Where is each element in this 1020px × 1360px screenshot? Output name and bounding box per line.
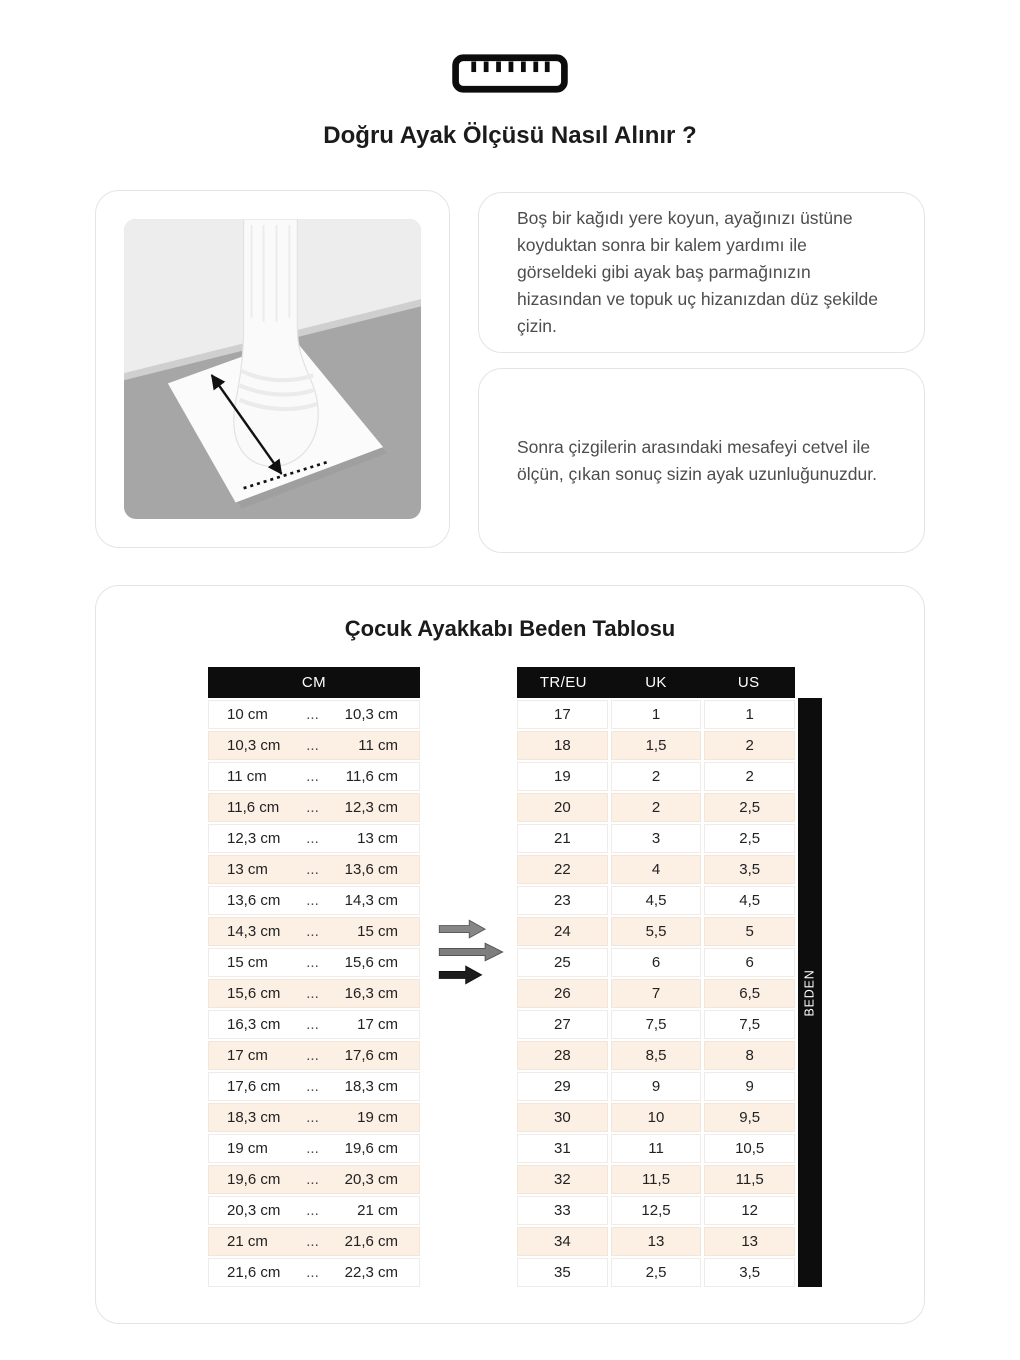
cm-to-value: 12,3 cm: [344, 799, 398, 816]
cm-from-value: 19,6 cm: [227, 1171, 281, 1188]
cm-from-value: 10,3 cm: [227, 737, 281, 754]
size-table: [517, 667, 795, 1289]
uk-value: 2: [611, 762, 702, 791]
uk-value: 2: [611, 793, 702, 822]
instruction-card-2: [478, 368, 925, 553]
range-separator: ...: [306, 1047, 319, 1064]
range-separator: ...: [306, 1078, 319, 1095]
range-separator: ...: [306, 861, 319, 878]
cm-to-value: 11 cm: [358, 737, 398, 754]
us-value: 9: [704, 1072, 795, 1101]
cm-from-value: 21,6 cm: [227, 1264, 281, 1281]
us-value: 6,5: [704, 979, 795, 1008]
treu-value: 23: [517, 886, 608, 915]
cm-to-value: 17,6 cm: [344, 1047, 398, 1064]
treu-value: 29: [517, 1072, 608, 1101]
cm-to-value: 17 cm: [357, 1016, 398, 1033]
range-separator: ...: [306, 1233, 319, 1250]
treu-value: 33: [517, 1196, 608, 1225]
uk-value: 9: [611, 1072, 702, 1101]
cm-row: [208, 1227, 420, 1256]
range-separator: ...: [306, 1171, 319, 1188]
cm-to-value: 19,6 cm: [344, 1140, 398, 1157]
size-row: [517, 1041, 795, 1070]
size-header-uk: UK: [645, 674, 667, 691]
us-value: 5: [704, 917, 795, 946]
uk-value: 10: [611, 1103, 702, 1132]
size-chart-title: Çocuk Ayakkabı Beden Tablosu: [344, 616, 676, 641]
size-row: [517, 793, 795, 822]
range-separator: ...: [306, 1140, 319, 1157]
cm-from-value: 13 cm: [227, 861, 268, 878]
uk-value: 1: [611, 700, 702, 729]
size-table-body: [517, 700, 795, 1287]
cm-header-label: CM: [301, 674, 327, 691]
us-value: 9,5: [704, 1103, 795, 1132]
size-table-header: [517, 667, 795, 698]
cm-table-body: [208, 700, 420, 1287]
cm-to-value: 22,3 cm: [344, 1264, 398, 1281]
treu-value: 31: [517, 1134, 608, 1163]
treu-value: 32: [517, 1165, 608, 1194]
cm-from-value: 15,6 cm: [227, 985, 281, 1002]
uk-value: 11,5: [611, 1165, 702, 1194]
uk-value: 13: [611, 1227, 702, 1256]
cm-row: [208, 979, 420, 1008]
size-row: [517, 855, 795, 884]
treu-value: 25: [517, 948, 608, 977]
cm-from-value: 13,6 cm: [227, 892, 281, 909]
cm-from-value: 15 cm: [227, 954, 268, 971]
range-separator: ...: [306, 737, 319, 754]
size-header-us: US: [737, 674, 760, 691]
beden-label: BEDEN: [803, 968, 818, 1017]
size-row: [517, 979, 795, 1008]
cm-to-value: 21 cm: [357, 1202, 398, 1219]
cm-from-value: 19 cm: [227, 1140, 268, 1157]
size-row: [517, 948, 795, 977]
treu-value: 26: [517, 979, 608, 1008]
instruction-card-1: [478, 192, 925, 353]
range-separator: ...: [306, 954, 319, 971]
cm-row: [208, 1072, 420, 1101]
cm-table-header: [208, 667, 420, 698]
cm-to-value: 13 cm: [357, 830, 398, 847]
us-value: 2: [704, 731, 795, 760]
us-value: 3,5: [704, 1258, 795, 1287]
beden-strip: [798, 698, 822, 1287]
cm-from-value: 11,6 cm: [227, 799, 280, 816]
treu-value: 18: [517, 731, 608, 760]
uk-value: 4,5: [611, 886, 702, 915]
us-value: 3,5: [704, 855, 795, 884]
cm-row: [208, 1103, 420, 1132]
cm-row: [208, 855, 420, 884]
treu-value: 17: [517, 700, 608, 729]
size-row: [517, 824, 795, 853]
cm-row: [208, 731, 420, 760]
cm-row: [208, 700, 420, 729]
uk-value: 2,5: [611, 1258, 702, 1287]
cm-row: [208, 1041, 420, 1070]
cm-from-value: 16,3 cm: [227, 1016, 281, 1033]
cm-from-value: 21 cm: [227, 1233, 268, 1250]
size-row: [517, 886, 795, 915]
uk-value: 11: [611, 1134, 702, 1163]
transfer-arrows-icon: [434, 916, 508, 988]
range-separator: ...: [306, 799, 319, 816]
us-value: 7,5: [704, 1010, 795, 1039]
cm-to-value: 16,3 cm: [344, 985, 398, 1002]
uk-value: 1,5: [611, 731, 702, 760]
us-value: 2,5: [704, 824, 795, 853]
instruction-step-2: Sonra çizgilerin arasındaki mesafeyi cetvel ile ölçün, çıkan sonuç sizin ayak uzunluğunuzdur.: [517, 436, 877, 484]
treu-value: 27: [517, 1010, 608, 1039]
uk-value: 4: [611, 855, 702, 884]
cm-from-value: 20,3 cm: [227, 1202, 281, 1219]
cm-to-value: 11,6 cm: [345, 768, 398, 785]
cm-to-value: 18,3 cm: [344, 1078, 398, 1095]
cm-to-value: 13,6 cm: [344, 861, 398, 878]
size-row: [517, 1010, 795, 1039]
instruction-step-1: Boş bir kağıdı yere koyun, ayağınızı üstüne koyduktan sonra bir kalem yardımı ile görseldeki gibi ayak baş parmağınızın hizasından ve topuk uç hizanızdan düz şekilde çizin.: [517, 208, 878, 336]
photo-card: [95, 190, 450, 548]
treu-value: 20: [517, 793, 608, 822]
size-row: [517, 1196, 795, 1225]
size-row: [517, 1227, 795, 1256]
size-row: [517, 1103, 795, 1132]
us-value: 1: [704, 700, 795, 729]
us-value: 4,5: [704, 886, 795, 915]
us-value: 8: [704, 1041, 795, 1070]
us-value: 12: [704, 1196, 795, 1225]
cm-to-value: 19 cm: [357, 1109, 398, 1126]
cm-to-value: 15 cm: [357, 923, 398, 940]
treu-value: 35: [517, 1258, 608, 1287]
cm-row: [208, 917, 420, 946]
cm-row: [208, 886, 420, 915]
treu-value: 22: [517, 855, 608, 884]
cm-to-value: 15,6 cm: [344, 954, 398, 971]
treu-value: 34: [517, 1227, 608, 1256]
cm-table: [208, 667, 420, 1289]
cm-to-value: 20,3 cm: [344, 1171, 398, 1188]
cm-row: [208, 793, 420, 822]
cm-from-value: 17,6 cm: [227, 1078, 281, 1095]
cm-row: [208, 1196, 420, 1225]
range-separator: ...: [306, 985, 319, 1002]
range-separator: ...: [306, 1264, 319, 1281]
range-separator: ...: [306, 892, 319, 909]
size-chart-card: [95, 585, 925, 1324]
us-value: 2: [704, 762, 795, 791]
us-value: 11,5: [704, 1165, 795, 1194]
cm-from-value: 11 cm: [227, 768, 267, 785]
treu-value: 30: [517, 1103, 608, 1132]
uk-value: 6: [611, 948, 702, 977]
cm-row: [208, 948, 420, 977]
cm-row: [208, 824, 420, 853]
cm-row: [208, 1134, 420, 1163]
cm-row: [208, 1010, 420, 1039]
us-value: 13: [704, 1227, 795, 1256]
treu-value: 21: [517, 824, 608, 853]
uk-value: 7,5: [611, 1010, 702, 1039]
uk-value: 7: [611, 979, 702, 1008]
size-row: [517, 1072, 795, 1101]
size-row: [517, 700, 795, 729]
treu-value: 19: [517, 762, 608, 791]
range-separator: ...: [306, 1016, 319, 1033]
uk-value: 5,5: [611, 917, 702, 946]
size-row: [517, 762, 795, 791]
range-separator: ...: [306, 706, 319, 723]
cm-from-value: 18,3 cm: [227, 1109, 281, 1126]
us-value: 2,5: [704, 793, 795, 822]
cm-from-value: 14,3 cm: [227, 923, 281, 940]
size-row: [517, 1134, 795, 1163]
cm-row: [208, 1165, 420, 1194]
treu-value: 28: [517, 1041, 608, 1070]
range-separator: ...: [306, 830, 319, 847]
cm-to-value: 10,3 cm: [344, 706, 398, 723]
size-row: [517, 1165, 795, 1194]
range-separator: ...: [306, 1202, 319, 1219]
uk-value: 12,5: [611, 1196, 702, 1225]
range-separator: ...: [306, 768, 319, 785]
us-value: 6: [704, 948, 795, 977]
page-title: Doğru Ayak Ölçüsü Nasıl Alınır ?: [323, 122, 697, 149]
size-header-treu: TR/EU: [539, 674, 587, 691]
cm-from-value: 10 cm: [227, 706, 268, 723]
cm-from-value: 12,3 cm: [227, 830, 281, 847]
us-value: 10,5: [704, 1134, 795, 1163]
uk-value: 8,5: [611, 1041, 702, 1070]
cm-from-value: 17 cm: [227, 1047, 268, 1064]
uk-value: 3: [611, 824, 702, 853]
size-row: [517, 917, 795, 946]
range-separator: ...: [306, 923, 319, 940]
range-separator: ...: [306, 1109, 319, 1126]
foot-measurement-photo: [124, 219, 421, 519]
ruler-icon: [0, 52, 1020, 94]
cm-to-value: 14,3 cm: [344, 892, 398, 909]
cm-to-value: 21,6 cm: [344, 1233, 398, 1250]
size-row: [517, 1258, 795, 1287]
size-row: [517, 731, 795, 760]
cm-row: [208, 1258, 420, 1287]
treu-value: 24: [517, 917, 608, 946]
cm-row: [208, 762, 420, 791]
